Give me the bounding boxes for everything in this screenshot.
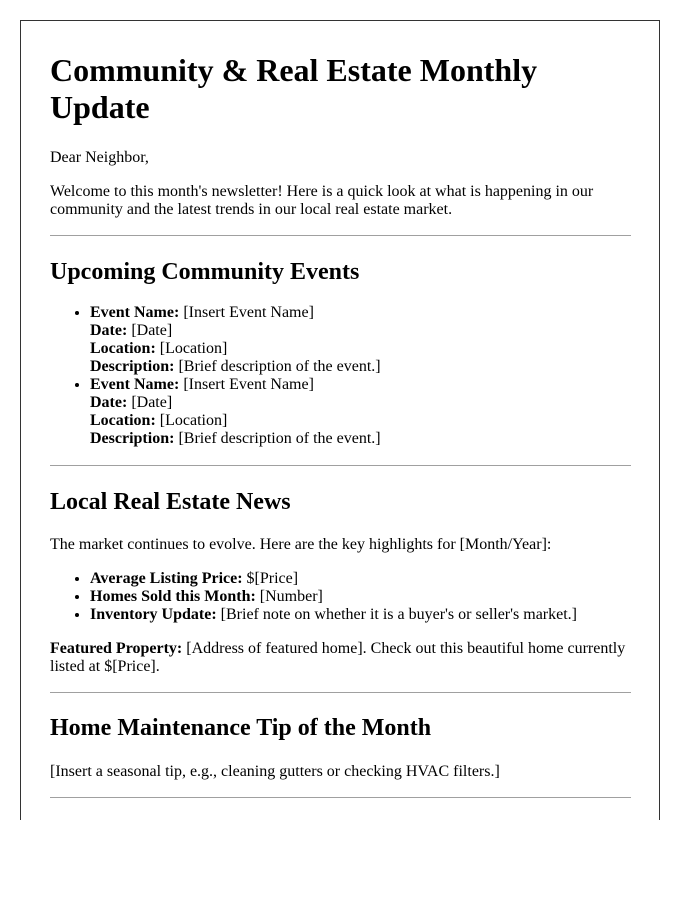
section-divider <box>50 797 631 798</box>
highlight-label: Homes Sold this Month: <box>90 588 256 605</box>
event-date-label: Date: <box>90 394 128 411</box>
tip-heading: Home Maintenance Tip of the Month <box>50 715 432 741</box>
events-heading: Upcoming Community Events <box>50 259 360 285</box>
highlight-item <box>90 588 631 606</box>
events-list <box>50 304 631 448</box>
highlight-item <box>90 606 631 624</box>
event-location-label: Location: <box>90 340 156 357</box>
highlight-value: [Brief note on whether it is a buyer's or seller's market.] <box>220 606 577 623</box>
event-date: [Date] <box>131 322 173 339</box>
event-description: [Brief description of the event.] <box>178 358 381 375</box>
event-item <box>90 304 631 376</box>
highlights-list <box>50 570 631 624</box>
event-description: [Brief description of the event.] <box>178 430 381 447</box>
event-name-label: Event Name: <box>90 304 180 321</box>
highlight-label: Inventory Update: <box>90 606 217 623</box>
greeting: Dear Neighbor, <box>50 149 149 166</box>
tip-text: [Insert a seasonal tip, e.g., cleaning gutters or checking HVAC filters.] <box>50 763 500 780</box>
event-name: [Insert Event Name] <box>183 304 314 321</box>
news-heading: Local Real Estate News <box>50 489 291 515</box>
event-date-label: Date: <box>90 322 128 339</box>
event-description-label: Description: <box>90 430 175 447</box>
event-description-label: Description: <box>90 358 175 375</box>
featured-property <box>50 640 631 676</box>
highlight-value: [Number] <box>259 588 323 605</box>
intro-paragraph: Welcome to this month's newsletter! Here is a quick look at what is happening in our community and the latest trends in our local real estate market. <box>50 183 594 218</box>
section-divider <box>50 465 631 466</box>
section-divider <box>50 235 631 236</box>
event-location: [Location] <box>159 340 228 357</box>
event-name-label: Event Name: <box>90 376 180 393</box>
news-intro: The market continues to evolve. Here are the key highlights for [Month/Year]: <box>50 536 552 553</box>
event-location-label: Location: <box>90 412 156 429</box>
highlight-label: Average Listing Price: <box>90 570 243 587</box>
event-item <box>90 376 631 448</box>
highlight-value: $[Price] <box>246 570 299 587</box>
event-location: [Location] <box>159 412 228 429</box>
featured-property-label: Featured Property: <box>50 640 183 657</box>
event-date: [Date] <box>131 394 173 411</box>
featured-property-text: [Address of featured home]. Check out this beautiful home currently listed at $[Price]. <box>50 640 626 675</box>
highlight-item <box>90 570 631 588</box>
page-title: Community & Real Estate Monthly Update <box>50 52 538 125</box>
section-divider <box>50 692 631 693</box>
newsletter-page <box>20 20 660 820</box>
event-name: [Insert Event Name] <box>183 376 314 393</box>
